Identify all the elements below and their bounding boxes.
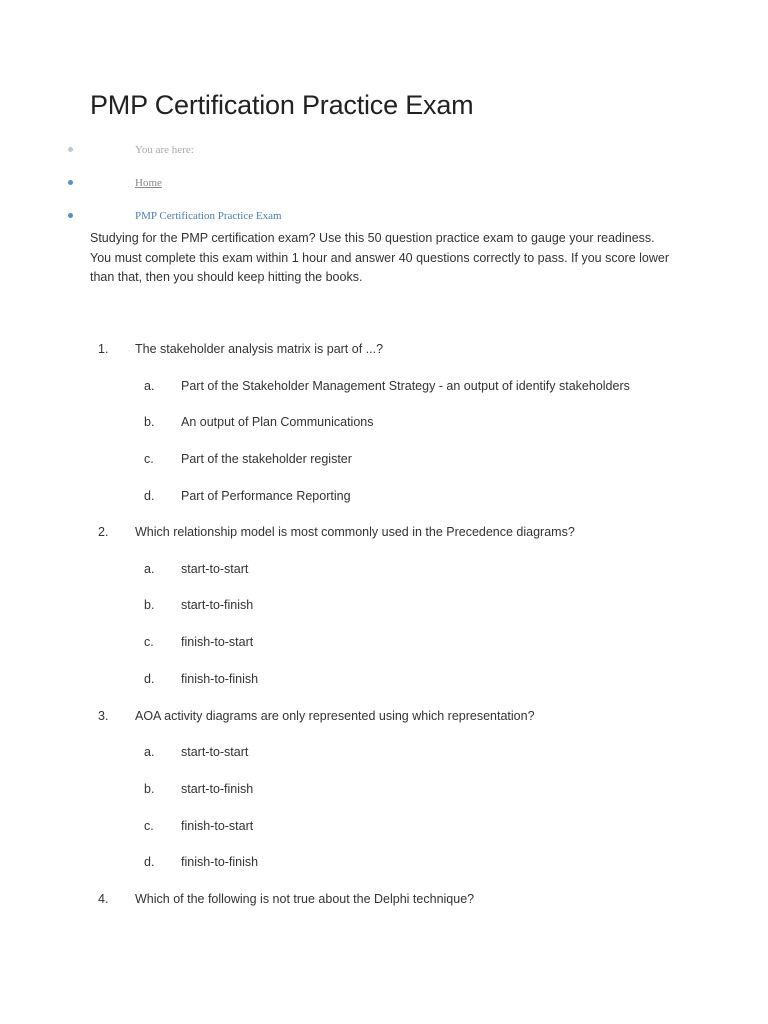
option-text: start-to-start <box>181 745 249 759</box>
option-letter: a. <box>144 379 155 393</box>
option-letter: a. <box>144 562 155 576</box>
option-text: An output of Plan Communications <box>181 415 374 429</box>
option-text: Part of Performance Reporting <box>181 489 351 503</box>
question-text: The stakeholder analysis matrix is part of ...? <box>135 342 384 356</box>
question-number: 4. <box>98 892 109 906</box>
breadcrumb-current-link[interactable]: PMP Certification Practice Exam <box>135 210 282 222</box>
question-number: 3. <box>98 709 109 723</box>
intro-line: Studying for the PMP certification exam? Use this 50 question practice exam to gauge your readiness. <box>90 231 655 245</box>
option-text: finish-to-finish <box>181 855 259 869</box>
breadcrumb-label: You are here: <box>135 144 194 156</box>
option-letter: c. <box>144 819 154 833</box>
option-letter: b. <box>144 598 155 612</box>
option-letter: d. <box>144 672 155 686</box>
bullet-icon <box>68 213 73 218</box>
bullet-icon <box>68 180 73 185</box>
option-text: start-to-finish <box>181 782 254 796</box>
option-letter: d. <box>144 489 155 503</box>
option-text: start-to-start <box>181 562 249 576</box>
option-text: start-to-finish <box>181 598 254 612</box>
question-number: 1. <box>98 342 109 356</box>
question-number: 2. <box>98 525 109 539</box>
question-text: Which of the following is not true about the Delphi technique? <box>135 892 475 906</box>
bullet-icon <box>68 147 73 152</box>
question-text: AOA activity diagrams are only represented using which representation? <box>135 709 535 723</box>
breadcrumb-item-home <box>0 173 400 193</box>
option-letter: c. <box>144 635 154 649</box>
option-text: finish-to-finish <box>181 672 259 686</box>
breadcrumb-item-you-are-here <box>0 140 400 160</box>
breadcrumb-item-current <box>0 206 400 226</box>
intro-paragraph <box>90 229 690 288</box>
option-letter: b. <box>144 782 155 796</box>
option-text: Part of the stakeholder register <box>181 452 352 466</box>
question-text: Which relationship model is most commonly used in the Precedence diagrams? <box>135 525 575 539</box>
breadcrumb-home-link[interactable]: Home <box>135 177 162 189</box>
option-letter: b. <box>144 415 155 429</box>
option-letter: d. <box>144 855 155 869</box>
intro-line: than that, then you should keep hitting the books. <box>90 270 363 284</box>
option-text: finish-to-start <box>181 635 254 649</box>
option-letter: a. <box>144 745 155 759</box>
page-title: PMP Certification Practice Exam <box>90 90 474 120</box>
option-text: Part of the Stakeholder Management Strategy - an output of identify stakeholders <box>181 379 630 393</box>
option-text: finish-to-start <box>181 819 254 833</box>
option-letter: c. <box>144 452 154 466</box>
intro-line: You must complete this exam within 1 hour and answer 40 questions correctly to pass. If you score lower <box>90 250 669 265</box>
